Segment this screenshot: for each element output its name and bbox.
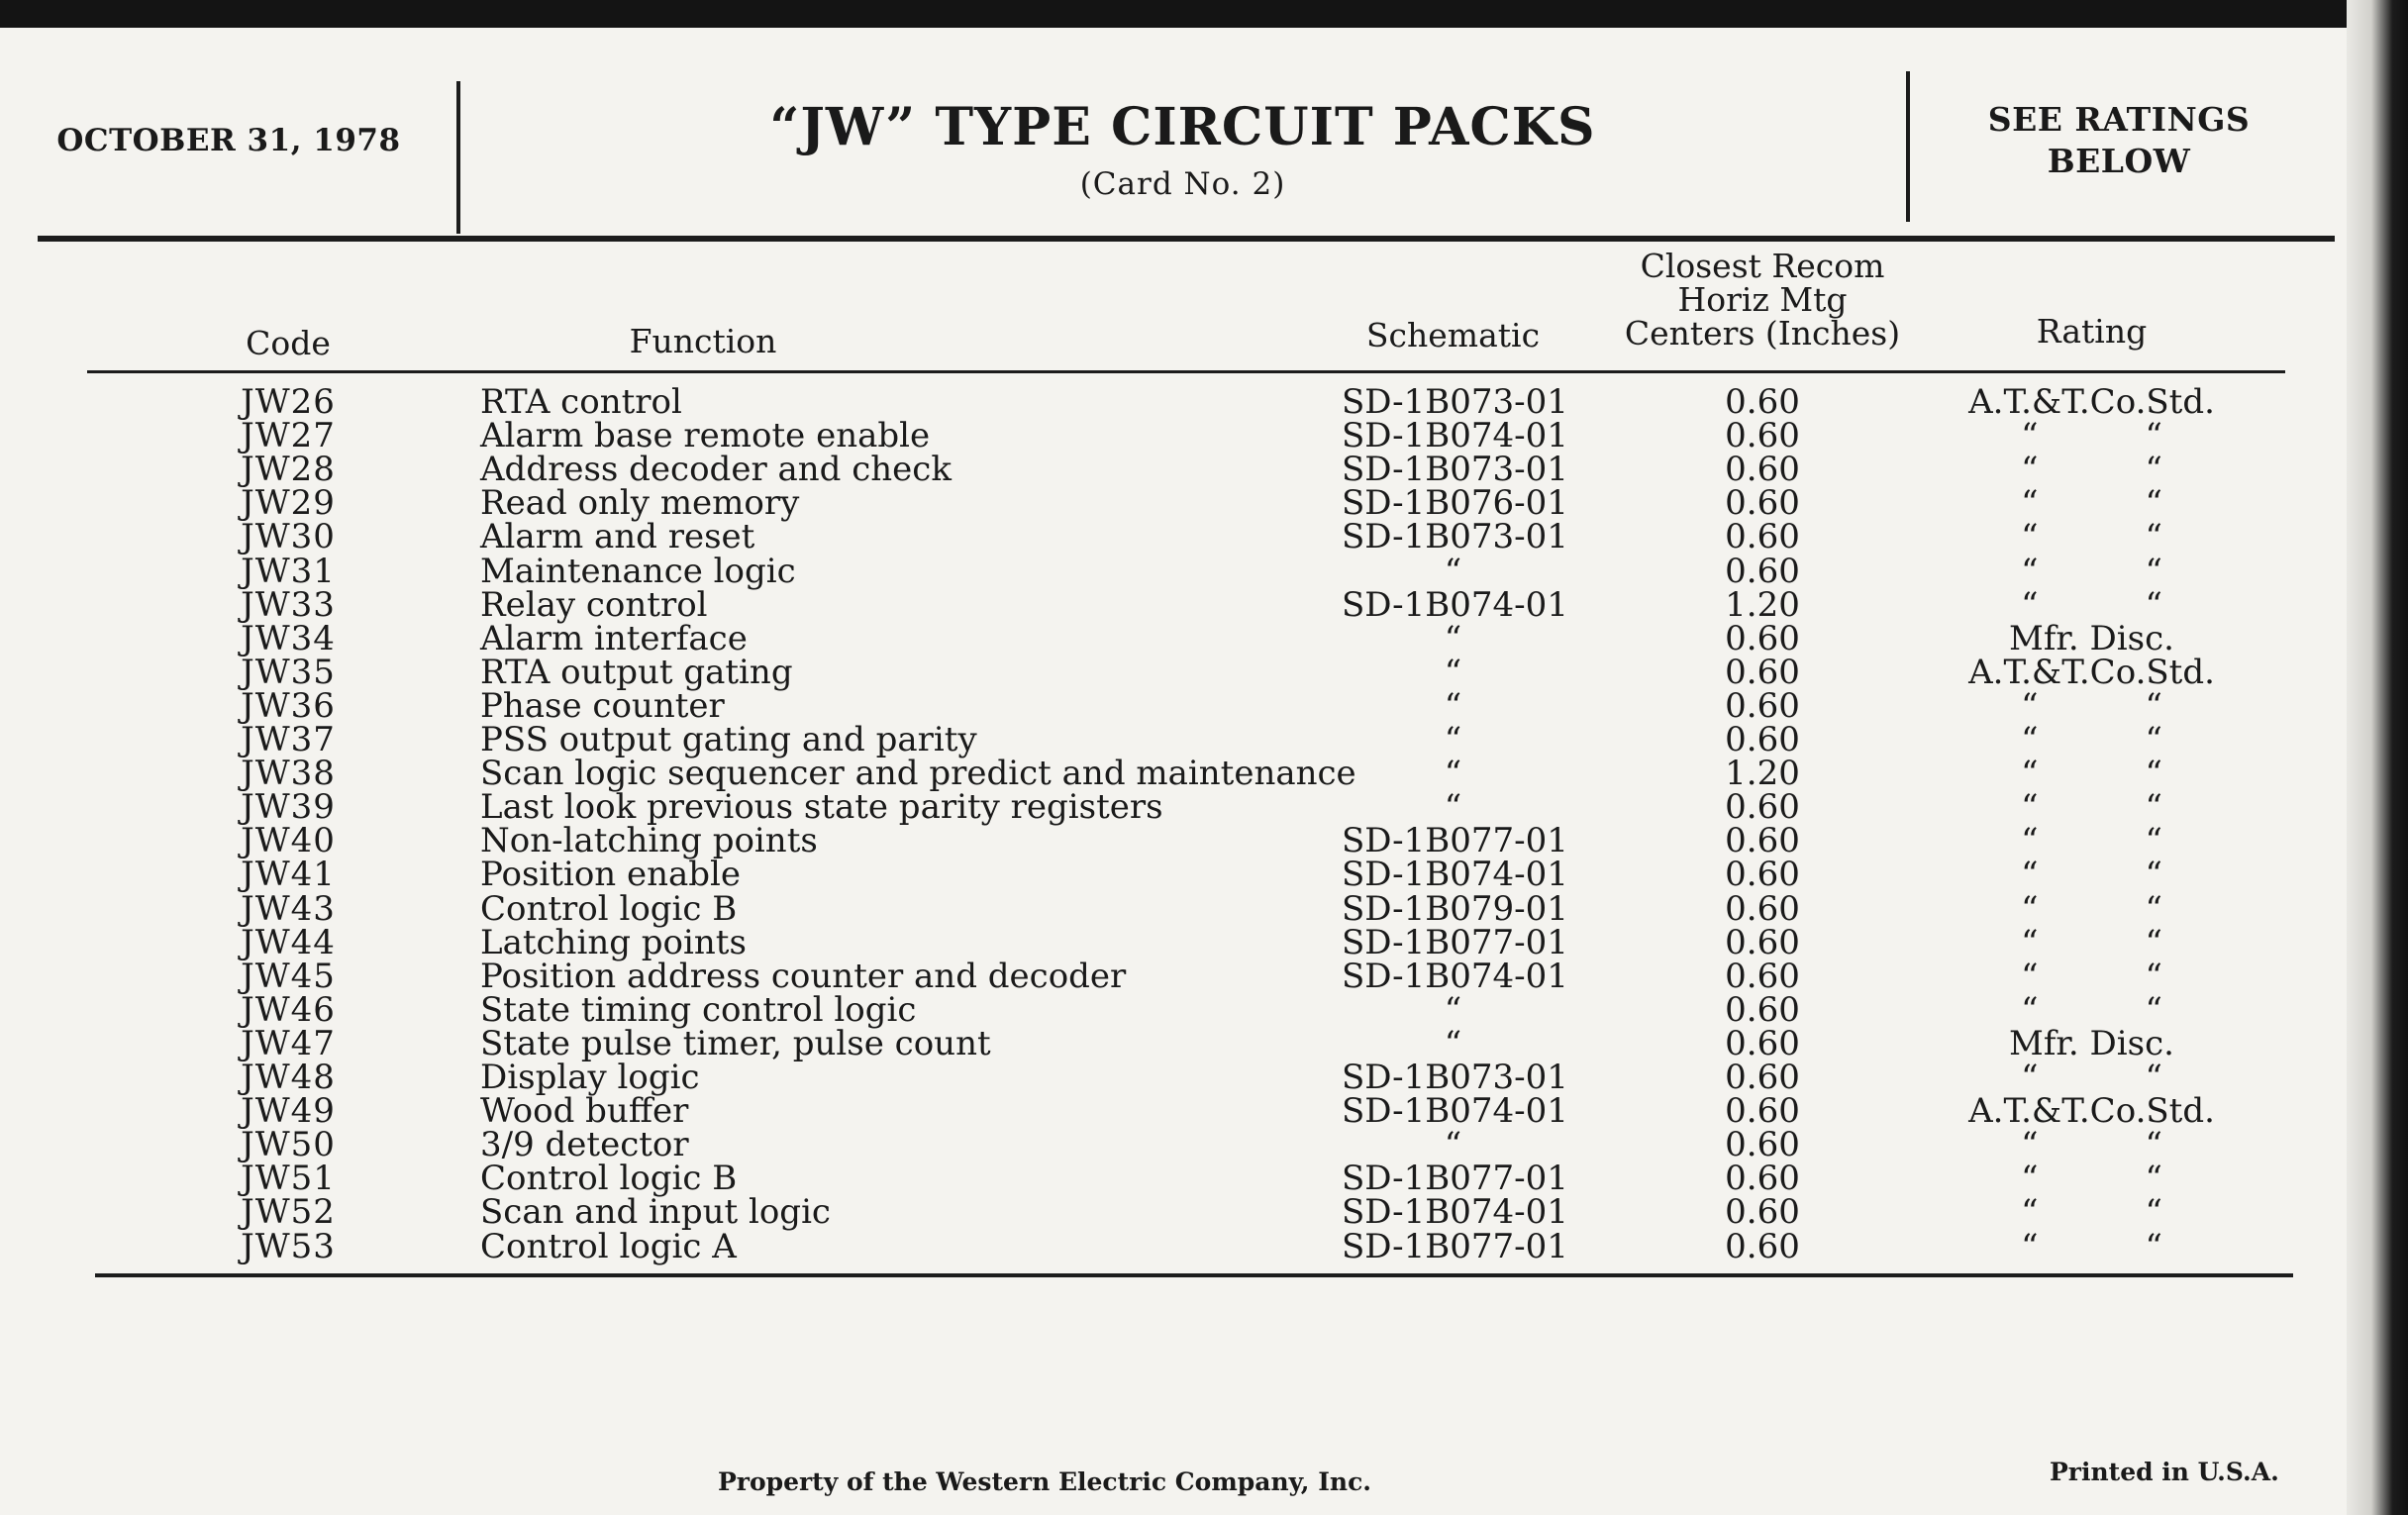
table-row	[0, 1023, 2408, 1063]
row-centers: 0.60	[1725, 922, 1800, 962]
row-rating: “ “	[2021, 720, 2162, 759]
header-divider-right	[1906, 71, 1910, 222]
row-schematic: “	[1444, 685, 1462, 726]
row-code: JW34	[241, 618, 336, 658]
row-centers: 0.60	[1725, 450, 1800, 490]
row-schematic: SD-1B077-01	[1342, 821, 1568, 861]
row-rating: “ “	[2021, 685, 2162, 726]
row-schematic: “	[1444, 720, 1462, 759]
row-schematic: SD-1B077-01	[1342, 922, 1568, 962]
row-rating: “ “	[2021, 989, 2162, 1030]
row-schematic: SD-1B074-01	[1342, 855, 1568, 895]
row-schematic: SD-1B076-01	[1342, 483, 1568, 524]
column-header-rating: Rating	[2036, 312, 2148, 351]
row-rating: “ “	[2021, 754, 2162, 794]
column-header-centers-line1: Closest Recom	[1640, 247, 1885, 285]
row-code: JW28	[241, 450, 336, 490]
table-row	[0, 517, 2408, 557]
row-centers: 0.60	[1725, 685, 1800, 726]
row-schematic: SD-1B074-01	[1342, 584, 1568, 625]
table-row	[0, 888, 2408, 929]
row-rating: “ “	[2021, 1192, 2162, 1233]
row-code: JW36	[241, 685, 336, 726]
row-function: Phase counter	[480, 685, 725, 726]
row-function: Control logic A	[480, 1226, 737, 1266]
table-row	[0, 787, 2408, 828]
row-rating: “ “	[2021, 956, 2162, 996]
row-code: JW45	[241, 956, 336, 996]
column-header-centers-line2: Horiz Mtg	[1677, 280, 1848, 319]
row-code: JW49	[241, 1091, 336, 1132]
row-centers: 0.60	[1725, 787, 1800, 828]
row-code: JW39	[241, 787, 336, 828]
row-centers: 0.60	[1725, 1091, 1800, 1132]
row-centers: 0.60	[1725, 888, 1800, 929]
row-centers: 0.60	[1725, 989, 1800, 1030]
row-rating: “ “	[2021, 416, 2162, 456]
row-code: JW44	[241, 922, 336, 962]
row-schematic: SD-1B073-01	[1342, 1058, 1568, 1097]
row-centers: 0.60	[1725, 551, 1800, 591]
ratings-note-line1: SEE RATINGS	[1987, 100, 2251, 139]
table-bottom-rule	[95, 1273, 2293, 1277]
table-row	[0, 855, 2408, 895]
row-rating: A.T.&T.Co.Std.	[1968, 382, 2215, 422]
row-rating: A.T.&T.Co.Std.	[1968, 652, 2215, 692]
row-rating: “ “	[2021, 483, 2162, 524]
row-code: JW51	[241, 1159, 336, 1199]
row-rating: Mfr. Disc.	[2009, 1023, 2174, 1063]
row-function: PSS output gating and parity	[480, 720, 977, 759]
property-notice: Property of the Western Electric Company, Inc.	[717, 1467, 1371, 1496]
table-row	[0, 922, 2408, 962]
table-row	[0, 754, 2408, 794]
row-function: Scan and input logic	[480, 1192, 831, 1233]
table-row	[0, 1125, 2408, 1165]
column-header-code: Code	[246, 324, 331, 362]
row-rating: “ “	[2021, 1125, 2162, 1165]
row-function: Non-latching points	[480, 821, 818, 861]
row-function: Relay control	[480, 584, 708, 625]
column-header-centers	[1604, 247, 1921, 353]
row-schematic: SD-1B074-01	[1342, 956, 1568, 996]
row-function: Alarm interface	[480, 618, 748, 658]
table-row	[0, 1058, 2408, 1097]
row-code: JW52	[241, 1192, 336, 1233]
row-function: Scan logic sequencer and predict and maintenance	[480, 754, 1356, 794]
table-row	[0, 1192, 2408, 1233]
row-code: JW46	[241, 989, 336, 1030]
column-header-centers-line3: Centers (Inches)	[1624, 314, 1901, 353]
row-rating: “ “	[2021, 1058, 2162, 1097]
row-rating: “ “	[2021, 821, 2162, 861]
table-row	[0, 584, 2408, 625]
row-schematic: SD-1B079-01	[1342, 888, 1568, 929]
row-rating: Mfr. Disc.	[2009, 618, 2174, 658]
row-schematic: SD-1B077-01	[1342, 1159, 1568, 1199]
row-function: Alarm and reset	[480, 517, 755, 557]
row-code: JW35	[241, 652, 336, 692]
row-rating: “ “	[2021, 584, 2162, 625]
row-schematic: “	[1444, 787, 1462, 828]
row-code: JW30	[241, 517, 336, 557]
row-code: JW37	[241, 720, 336, 759]
row-centers: 1.20	[1725, 584, 1800, 625]
table-row	[0, 1159, 2408, 1199]
row-function: Address decoder and check	[480, 450, 952, 490]
row-schematic: SD-1B073-01	[1342, 517, 1568, 557]
row-code: JW50	[241, 1125, 336, 1165]
row-code: JW27	[241, 416, 336, 456]
row-code: JW38	[241, 754, 336, 794]
row-function: Control logic B	[480, 1159, 738, 1199]
row-function: Latching points	[480, 922, 747, 962]
row-centers: 0.60	[1725, 483, 1800, 524]
row-function: Control logic B	[480, 888, 738, 929]
row-function: Last look previous state parity registers	[480, 787, 1163, 828]
header-rule	[38, 236, 2335, 242]
row-centers: 0.60	[1725, 1058, 1800, 1097]
row-rating: “ “	[2021, 787, 2162, 828]
row-centers: 0.60	[1725, 1159, 1800, 1199]
row-centers: 0.60	[1725, 1125, 1800, 1165]
ratings-note-line2: BELOW	[2047, 142, 2191, 180]
table-row	[0, 618, 2408, 658]
row-function: Position address counter and decoder	[480, 956, 1127, 996]
row-schematic: “	[1444, 652, 1462, 692]
row-rating: “ “	[2021, 450, 2162, 490]
table-row	[0, 450, 2408, 490]
row-function: State timing control logic	[480, 989, 917, 1030]
row-code: JW26	[241, 382, 336, 422]
page-title: “JW” TYPE CIRCUIT PACKS	[769, 97, 1596, 157]
page-subtitle: (Card No. 2)	[1079, 166, 1286, 202]
table-row	[0, 1091, 2408, 1132]
ratings-note	[1911, 99, 2327, 182]
row-centers: 0.60	[1725, 618, 1800, 658]
row-function: Maintenance logic	[480, 551, 796, 591]
row-schematic: SD-1B074-01	[1342, 1192, 1568, 1233]
table-row	[0, 483, 2408, 524]
row-centers: 0.60	[1725, 1226, 1800, 1266]
table-row	[0, 720, 2408, 759]
row-rating: “ “	[2021, 922, 2162, 962]
row-code: JW43	[241, 888, 336, 929]
row-function: State pulse timer, pulse count	[480, 1023, 991, 1063]
table-row	[0, 416, 2408, 456]
row-centers: 0.60	[1725, 821, 1800, 861]
row-code: JW31	[241, 551, 336, 591]
row-schematic: “	[1444, 1023, 1462, 1063]
row-schematic: SD-1B073-01	[1342, 382, 1568, 422]
table-row	[0, 551, 2408, 591]
row-schematic: SD-1B074-01	[1342, 416, 1568, 456]
row-code: JW33	[241, 584, 336, 625]
row-centers: 0.60	[1725, 1023, 1800, 1063]
row-centers: 0.60	[1725, 652, 1800, 692]
row-centers: 0.60	[1725, 720, 1800, 759]
table-row	[0, 652, 2408, 692]
row-code: JW40	[241, 821, 336, 861]
row-code: JW48	[241, 1058, 336, 1097]
row-rating: “ “	[2021, 888, 2162, 929]
row-function: Wood buffer	[480, 1091, 689, 1132]
row-schematic: SD-1B074-01	[1342, 1091, 1568, 1132]
row-schematic: “	[1444, 1125, 1462, 1165]
row-schematic: “	[1444, 551, 1462, 591]
table-row	[0, 989, 2408, 1030]
row-schematic: SD-1B077-01	[1342, 1226, 1568, 1266]
row-rating: “ “	[2021, 1226, 2162, 1266]
row-centers: 0.60	[1725, 416, 1800, 456]
row-schematic: SD-1B073-01	[1342, 450, 1568, 490]
column-header-schematic: Schematic	[1365, 316, 1541, 354]
row-centers: 0.60	[1725, 517, 1800, 557]
printed-notice: Printed in U.S.A.	[2050, 1458, 2279, 1486]
row-rating: A.T.&T.Co.Std.	[1968, 1091, 2215, 1132]
table-row	[0, 956, 2408, 996]
row-centers: 1.20	[1725, 754, 1800, 794]
row-centers: 0.60	[1725, 382, 1800, 422]
table-row	[0, 685, 2408, 726]
row-schematic: “	[1444, 618, 1462, 658]
table-row	[0, 821, 2408, 861]
row-function: Alarm base remote enable	[480, 416, 931, 456]
row-function: Position enable	[480, 855, 742, 895]
row-function: RTA control	[480, 382, 682, 422]
row-schematic: “	[1444, 754, 1462, 794]
row-code: JW53	[241, 1226, 336, 1266]
column-header-rule	[87, 370, 2285, 373]
row-code: JW29	[241, 483, 336, 524]
row-rating: “ “	[2021, 855, 2162, 895]
table-row	[0, 382, 2408, 422]
row-rating: “ “	[2021, 1159, 2162, 1199]
row-rating: “ “	[2021, 517, 2162, 557]
row-function: RTA output gating	[480, 652, 793, 692]
row-function: Display logic	[480, 1058, 700, 1097]
row-centers: 0.60	[1725, 855, 1800, 895]
table-row	[0, 1226, 2408, 1266]
row-centers: 0.60	[1725, 1192, 1800, 1233]
row-code: JW41	[241, 855, 336, 895]
row-function: 3/9 detector	[480, 1125, 689, 1165]
row-function: Read only memory	[480, 483, 800, 524]
row-rating: “ “	[2021, 551, 2162, 591]
issue-date: OCTOBER 31, 1978	[56, 123, 401, 158]
row-schematic: “	[1444, 989, 1462, 1030]
row-centers: 0.60	[1725, 956, 1800, 996]
column-header-function: Function	[629, 322, 777, 360]
row-code: JW47	[241, 1023, 336, 1063]
